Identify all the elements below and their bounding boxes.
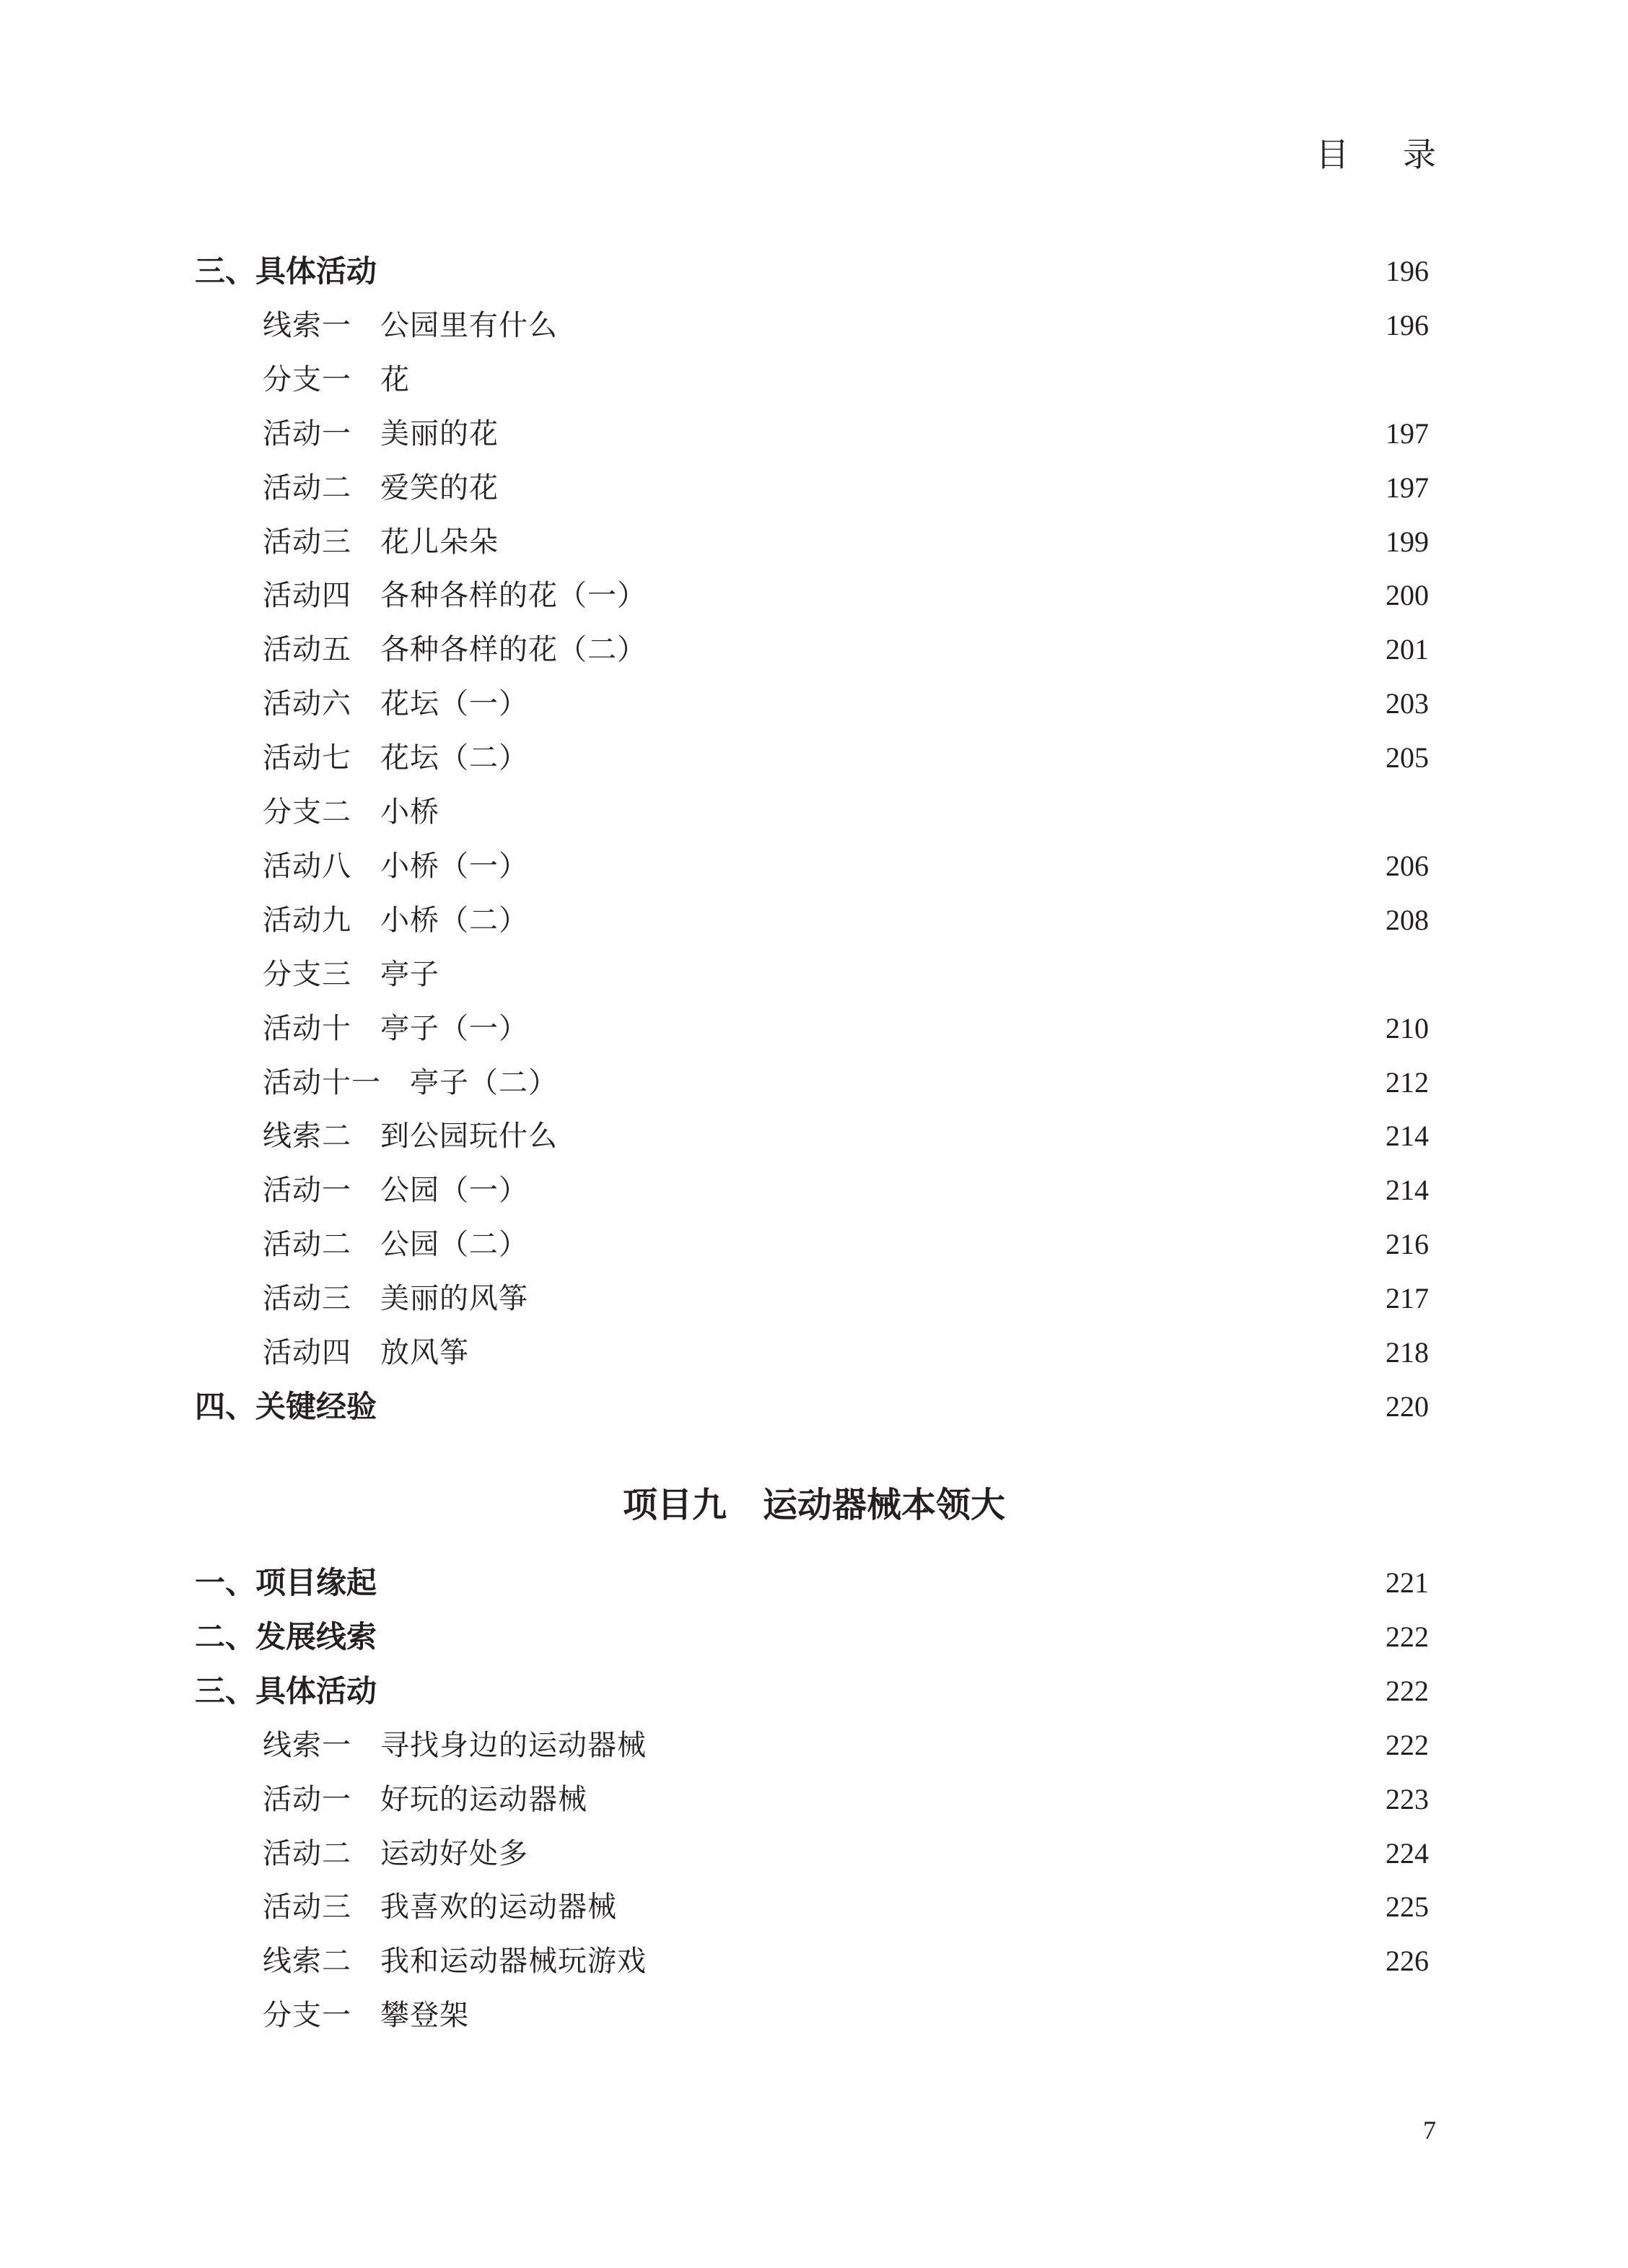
toc-page-number: 225	[1386, 1890, 1429, 1923]
toc-entry-title	[263, 1056, 558, 1109]
project-title: 运动器械本领大	[763, 1485, 1006, 1525]
toc-entry-text: 我和运动器械玩游戏	[380, 1945, 647, 1978]
toc-entry-text: 各种各样的花（二）	[380, 633, 647, 666]
toc-section-heading[interactable]	[0, 1610, 1628, 1664]
toc-entry-key: 分支一	[263, 1999, 351, 2032]
toc-page-number: 224	[1386, 1837, 1429, 1870]
toc-page-number: 222	[1386, 1621, 1429, 1653]
toc-entry-text: 小桥（一）	[380, 850, 528, 883]
toc-page-number: 205	[1386, 741, 1429, 774]
toc-entry[interactable]	[0, 1989, 1628, 2042]
toc-entry-key: 活动九	[263, 904, 351, 937]
toc-section-heading[interactable]	[0, 1380, 1628, 1434]
toc-entry[interactable]	[0, 677, 1628, 730]
project-heading	[0, 1477, 1628, 1527]
toc-entry-key: 活动四	[263, 1336, 351, 1369]
toc-entry-title	[263, 948, 439, 1001]
toc-entry-key: 分支一	[263, 363, 351, 396]
toc-entry-title	[263, 1002, 528, 1055]
toc-entry-key: 活动六	[263, 687, 351, 720]
toc-entry[interactable]	[0, 407, 1628, 461]
toc-entry-text: 亭子（一）	[380, 1012, 528, 1045]
toc-entry[interactable]	[0, 1218, 1628, 1271]
toc-page-number: 218	[1386, 1336, 1429, 1369]
toc-entry-text: 寻找身边的运动器械	[380, 1729, 647, 1762]
toc-entry-key: 线索二	[263, 1120, 351, 1153]
toc-section-heading[interactable]	[0, 1556, 1628, 1610]
toc-page-number: 196	[1386, 309, 1429, 341]
toc-page-number: 226	[1386, 1945, 1429, 1977]
toc-entry-text: 各种各样的花（一）	[380, 579, 647, 612]
toc-entry-title	[263, 839, 528, 893]
toc-page-number: 197	[1386, 417, 1429, 450]
toc-entry-title	[263, 677, 528, 730]
toc-entry[interactable]	[0, 1719, 1628, 1772]
toc-entry-text: 花	[380, 363, 410, 396]
toc-entry-key: 分支二	[263, 795, 351, 829]
toc-page-number: 196	[1386, 255, 1429, 287]
toc-entry[interactable]	[0, 785, 1628, 839]
toc-entry-title	[263, 785, 439, 839]
toc-page-number: 199	[1386, 525, 1429, 558]
toc-entry[interactable]	[0, 839, 1628, 893]
toc-entry-title	[263, 1880, 617, 1934]
toc-page-number: 221	[1386, 1566, 1429, 1599]
toc-entry-text: 攀登架	[380, 1999, 469, 2032]
toc-entry-text: 公园（一）	[380, 1174, 528, 1207]
toc-entry-title	[263, 1989, 469, 2042]
toc-entry-title	[263, 1935, 647, 1988]
toc-entry-key: 活动七	[263, 741, 351, 775]
toc-entry-text: 亭子	[380, 958, 439, 991]
toc-entry-key: 活动三	[263, 1890, 351, 1924]
toc-entry-title	[263, 569, 647, 622]
toc-entry-title	[263, 461, 499, 515]
toc-page-number: 203	[1386, 687, 1429, 720]
toc-entry-text: 亭子（二）	[410, 1066, 558, 1099]
toc-entry-title	[263, 623, 647, 676]
toc-entry-text: 爱笑的花	[380, 471, 499, 505]
toc-entry-text: 花儿朵朵	[380, 525, 499, 559]
toc-entry-text: 小桥（二）	[380, 904, 528, 937]
toc-entry-title	[263, 1326, 469, 1379]
toc-entry-text: 美丽的花	[380, 417, 499, 450]
toc-entry-key: 活动八	[263, 850, 351, 883]
toc-entry-title: 三、具体活动	[195, 1673, 377, 1709]
toc-entry-key: 分支三	[263, 958, 351, 991]
toc-entry-text: 美丽的风筝	[380, 1282, 528, 1315]
toc-entry-title: 四、关键经验	[195, 1389, 377, 1424]
toc-entry[interactable]	[0, 1827, 1628, 1880]
toc-entry[interactable]	[0, 731, 1628, 785]
toc-entry-title	[263, 1272, 528, 1325]
toc-entry-title	[263, 515, 499, 569]
toc-entry-text: 公园里有什么	[380, 309, 558, 342]
toc-page-number: 222	[1386, 1675, 1429, 1707]
toc-entry-text: 花坛（一）	[380, 687, 528, 720]
toc-page-number: 220	[1386, 1390, 1429, 1423]
toc-entry-text: 花坛（二）	[380, 741, 528, 775]
toc-entry[interactable]	[0, 1326, 1628, 1379]
toc-entry-title	[263, 1218, 528, 1271]
toc-entry-text: 运动好处多	[380, 1837, 528, 1870]
toc-entry[interactable]	[0, 1002, 1628, 1055]
toc-entry-key: 活动四	[263, 579, 351, 612]
toc-entry-title	[263, 1719, 647, 1772]
running-header: 目 录	[1316, 135, 1458, 174]
toc-entry-key: 活动三	[263, 1282, 351, 1315]
toc-entry-text: 小桥	[380, 795, 439, 829]
toc-section-heading[interactable]	[0, 245, 1628, 298]
toc-section-heading[interactable]	[0, 1665, 1628, 1718]
toc-page-number: 216	[1386, 1228, 1429, 1260]
toc-entry[interactable]	[0, 1056, 1628, 1109]
toc-entry-title	[263, 1109, 558, 1163]
toc-entry-key: 活动五	[263, 633, 351, 666]
toc-entry-text: 好玩的运动器械	[380, 1783, 587, 1816]
toc-entry[interactable]	[0, 1880, 1628, 1934]
toc-entry[interactable]	[0, 299, 1628, 352]
toc-entry-key: 活动一	[263, 1783, 351, 1816]
toc-entry-key: 活动三	[263, 525, 351, 559]
toc-entry-text: 放风筝	[380, 1336, 469, 1369]
toc-page-number: 201	[1386, 633, 1429, 666]
toc-entry-title	[263, 299, 558, 352]
toc-entry-title: 二、发展线索	[195, 1619, 377, 1654]
toc-entry[interactable]	[0, 948, 1628, 1001]
toc-entry-title: 三、具体活动	[195, 253, 377, 289]
toc-entry-title	[263, 1164, 528, 1217]
toc-entry-key: 活动一	[263, 417, 351, 450]
toc-entry[interactable]	[0, 1109, 1628, 1163]
toc-entry-key: 活动一	[263, 1174, 351, 1207]
toc-entry-text: 公园（二）	[380, 1228, 528, 1261]
toc-page-number: 197	[1386, 471, 1429, 504]
toc-entry-title	[263, 1827, 528, 1880]
toc-page-number: 208	[1386, 904, 1429, 936]
toc-entry-title	[263, 1773, 587, 1826]
toc-entry-key: 活动十一	[263, 1066, 381, 1099]
toc-page-number: 214	[1386, 1174, 1429, 1206]
toc-entry-key: 活动二	[263, 471, 351, 505]
toc-page-number: 200	[1386, 579, 1429, 611]
toc-entry[interactable]	[0, 1935, 1628, 1988]
toc-entry[interactable]	[0, 623, 1628, 676]
project-number: 项目九	[622, 1485, 727, 1525]
toc-page-number: 210	[1386, 1012, 1429, 1044]
page-number: 7	[1423, 2116, 1436, 2145]
toc-entry-title: 一、项目缘起	[195, 1565, 377, 1600]
toc-entry-key: 活动十	[263, 1012, 351, 1045]
toc-page-number: 214	[1386, 1120, 1429, 1152]
toc-entry[interactable]	[0, 569, 1628, 622]
toc-entry-text: 我喜欢的运动器械	[380, 1890, 617, 1924]
toc-page-number: 217	[1386, 1282, 1429, 1314]
toc-page-number: 206	[1386, 850, 1429, 882]
toc-entry-key: 活动二	[263, 1837, 351, 1870]
toc-entry-title	[263, 353, 410, 406]
toc-page-number: 223	[1386, 1783, 1429, 1815]
toc-page-number: 222	[1386, 1729, 1429, 1761]
toc-entry-title	[263, 894, 528, 947]
toc-entry-title	[263, 407, 499, 461]
toc-entry[interactable]	[0, 1272, 1628, 1325]
toc-entry-key: 活动二	[263, 1228, 351, 1261]
toc-entry[interactable]	[0, 353, 1628, 406]
toc-entry[interactable]	[0, 1164, 1628, 1217]
toc-entry-key: 线索二	[263, 1945, 351, 1978]
toc-entry[interactable]	[0, 461, 1628, 515]
toc-page-number: 212	[1386, 1066, 1429, 1099]
toc-entry-key: 线索一	[263, 309, 351, 342]
toc-entry[interactable]	[0, 894, 1628, 947]
toc-entry[interactable]	[0, 1773, 1628, 1826]
toc-entry[interactable]	[0, 515, 1628, 569]
toc-entry-title	[263, 731, 528, 785]
toc-entry-text: 到公园玩什么	[380, 1120, 558, 1153]
toc-entry-key: 线索一	[263, 1729, 351, 1762]
